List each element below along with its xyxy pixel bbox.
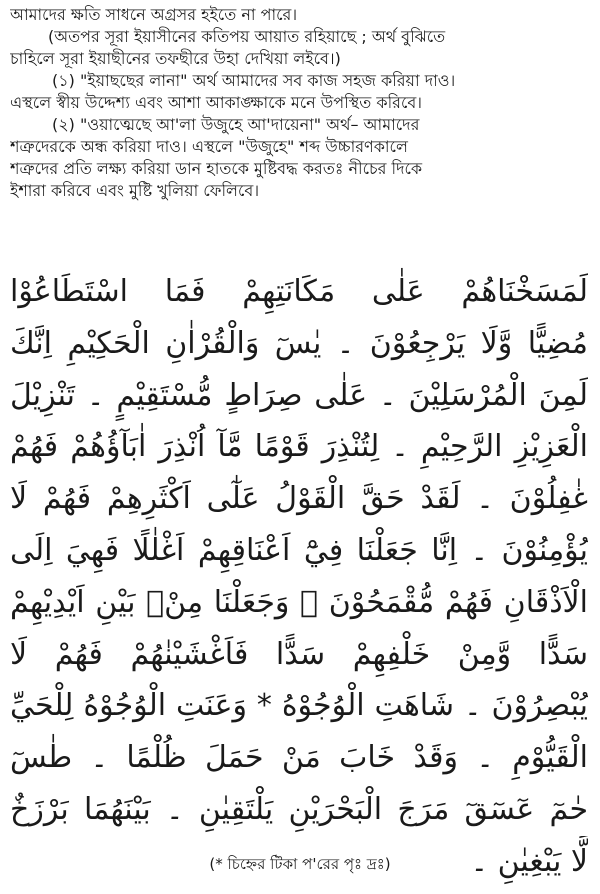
item-2-line-1: (২) "ওয়াত্মেছে আ'লা উজুহে আ'দায়েনা" অর্থ– আমাদের [52,115,420,134]
item-2-line-4: ইশারা করিবে এবং মুষ্টি খুলিয়া ফেলিবে। [10,181,260,200]
arabic-line: لَمَسَخْنَاهُمْ عَلٰى مَكَانَتِهِمْ فَمَا اسْتَطَاعُوْا [10,274,588,309]
arabic-line: لَمِنَ الْمُرْسَلِيْنَ ۔ عَلٰى صِرَاطٍ مُّسْتَقِيْمٍ ۔ تَنْزِيْلَ [10,377,588,413]
arabic-line: لَّا يَبْغِيٰنِ ۔ [470,843,588,879]
footnote: (* চিহ্নের টিকা প'রের পৃঃ দ্রঃ) [209,855,391,873]
arabic-line: يُبْصِرُوْنَ ۔ شَاهَتِ الْوُجُوْهُ * وَعَنَتِ الْوُجُوْهُ لِلْحَيِّ [10,688,588,724]
arabic-line: حٰمٓ عٓسٓقٓ مَرَجَ الْبَحْرَيْنِ يَلْتَقِيٰنِ ۔ بَيْنَهُمَا بَرْزَخٌ [10,791,588,827]
arabic-line: سَدًّا وَّمِنْ خَلْفِهِمْ سَدًّا فَاَغْشَيْنٰهُمْ فَهُمْ لَا [10,636,588,672]
arabic-line: الْعَزِيْزِ الرَّحِيْمِ ۔ لِتُنْذِرَ قَوْمًا مَّآ اُنْذِرَ اٰبَآؤُهُمْ فَهُمْ [10,429,588,465]
intro-line: আমাদের ক্ষতি সাধনে অগ্রসর হইতে না পারে। [10,5,298,24]
surah-note-line-2: চাহিলে সূরা ইয়াছীনের তফছীরে উহা দেখিয়া লইবে।) [10,49,341,68]
item-1-line-2: এস্থলে স্বীয় উদ্দেশ্য এবং আশা আকাঙ্ক্ষাকে মনে উপস্থিত করিবে। [10,93,422,112]
arabic-line: يُؤْمِنُوْنَ ۔ اِنَّا جَعَلْنَا فِيْٓ اَعْنَاقِهِمْ اَغْلٰلًا فَهِيَ اِلَى [10,532,588,568]
item-1-line-1: (১) "ইয়াছছের লানা" অর্থ আমাদের সব কাজ সহজ করিয়া দাও। [52,71,456,90]
arabic-line: الْاَذْقَانِ فَهُمْ مُّقْمَحُوْنَ ۔ وَجَعَلْنَا مِنْۢ بَيْنِ اَيْدِيْهِمْ [10,584,588,620]
item-2-line-2: শত্রুদেরকে অন্ধ করিয়া দাও। এস্থলে "উজুহে" শব্দ উচ্চারণকালে [10,137,408,156]
surah-note-line-1: (অতপর সূরা ইয়াসীনের কতিপয় আয়াত রহিয়াছে ; অর্থ বুঝিতে [48,27,446,46]
item-2-line-3: শত্রুদের প্রতি লক্ষ্য করিয়া ডান হাতকে মুষ্টিবদ্ধ করতঃ নীচের দিকে [10,159,423,178]
arabic-line: مُضِيًّا وَّلَا يَرْجِعُوْنَ ۔ يٰسٓ وَالْقُرْاٰنِ الْحَكِيْمِ اِنَّكَ [10,325,588,361]
arabic-line: الْقَيُّوْمِ ۔ وَقَدْ خَابَ مَنْ حَمَلَ ظُلْمًا ۔ طٰسٓ [10,740,588,776]
arabic-verses [10,266,588,888]
arabic-line: غٰفِلُوْنَ ۔ لَقَدْ حَقَّ الْقَوْلُ عَلٰٓى اَكْثَرِهِمْ فَهُمْ لَا [10,481,588,517]
